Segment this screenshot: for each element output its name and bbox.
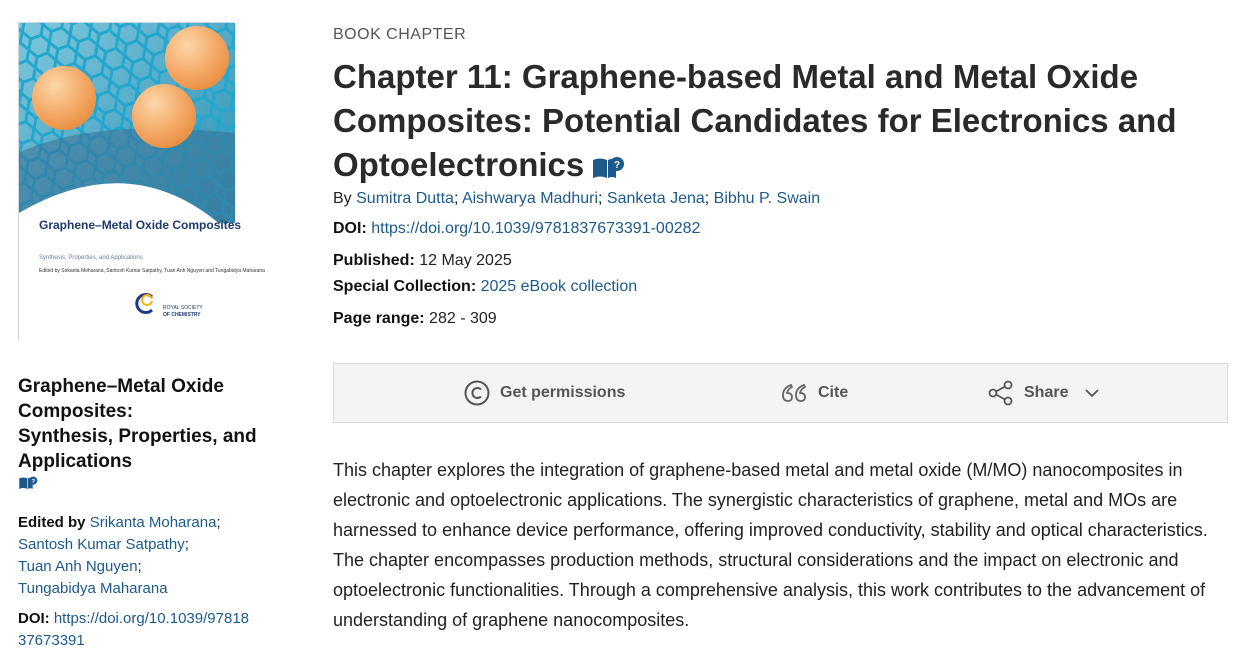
svg-text:OF CHEMISTRY: OF CHEMISTRY (163, 312, 201, 318)
quote-icon (780, 382, 808, 404)
collection-label: Special Collection: (333, 278, 477, 295)
content-type-label: BOOK CHAPTER (333, 26, 467, 43)
chapter-title-line1: Chapter 11: Graphene-based Metal and Metal Oxide (333, 58, 1139, 95)
svg-text:?: ? (31, 479, 36, 485)
chapter-doi (333, 220, 700, 238)
published-label: Published: (333, 252, 415, 269)
cite-label: Cite (818, 384, 849, 401)
author-link-2[interactable]: Aishwarya Madhuri (461, 190, 599, 207)
chapter-title-line2: Composites: Potential Candidates for Electronics and (333, 102, 1177, 139)
editor-link-2[interactable]: Santosh Kumar Satpathy (18, 536, 185, 553)
book-metadata: Edited by Srikanta Moharana; Santosh Kumar Satpathy; Tuan Anh Nguyen; Tungabidya Maharana DOI: https://doi.org/10.1039/97818 37673391 (18, 514, 249, 649)
chapter-authors: By Sumitra Dutta; Aishwarya Madhuri; Sanketa Jena; Bibhu P. Swain (333, 190, 821, 207)
book-doi-link-part1[interactable]: https://doi.org/10.1039/97818 (53, 610, 249, 627)
edited-by-label: Edited by (18, 514, 86, 531)
open-access-book-icon (18, 476, 38, 490)
cite-button[interactable] (780, 364, 848, 422)
book-title-line4: Applications (18, 451, 133, 472)
special-collection (333, 278, 637, 296)
published-value: 12 May 2025 (419, 252, 512, 269)
author-link-3[interactable]: Sanketa Jena (606, 190, 705, 207)
book-title-line2: Composites: (18, 401, 134, 422)
book-cover-image[interactable] (18, 22, 265, 341)
editor-link-3[interactable]: Tuan Anh Nguyen (18, 558, 138, 575)
by-label: By (333, 190, 352, 207)
get-permissions-label: Get permissions (500, 384, 626, 401)
chapter-title-line3: Optoelectronics (333, 146, 585, 183)
share-icon (988, 380, 1014, 406)
copyright-icon (464, 380, 490, 406)
doi-label: DOI: (333, 220, 367, 237)
book-title-line3: Synthesis, Properties, and (18, 426, 257, 447)
open-access-book-icon (592, 156, 624, 180)
chapter-title (333, 55, 1233, 187)
author-link-1[interactable]: Sumitra Dutta (356, 190, 454, 207)
share-label: Share (1024, 384, 1069, 401)
svg-text:ROYAL SOCIETY: ROYAL SOCIETY (163, 305, 203, 311)
chapter-doi-link[interactable]: https://doi.org/10.1039/9781837673391-00282 (371, 220, 701, 237)
page-range (333, 310, 497, 328)
share-button[interactable] (988, 364, 1100, 422)
author-link-4[interactable]: Bibhu P. Swain (713, 190, 821, 207)
cover-title-line1: Graphene–Metal Oxide Composites (39, 218, 242, 232)
chevron-down-icon (1084, 388, 1100, 398)
page-range-label: Page range: (333, 310, 425, 327)
editor-link-1[interactable]: Srikanta Moharana (89, 514, 217, 531)
cover-subtitle: Synthesis, Properties, and Applications (39, 255, 143, 261)
book-title-line1: Graphene–Metal Oxide (18, 376, 224, 397)
editor-link-4[interactable]: Tungabidya Maharana (18, 580, 168, 597)
collection-link[interactable]: 2025 eBook collection (480, 278, 638, 295)
cover-artwork (19, 23, 265, 342)
book-doi-label: DOI: (18, 610, 50, 627)
svg-text:?: ? (614, 160, 621, 171)
get-permissions-button[interactable] (464, 364, 625, 422)
published-date (333, 252, 512, 270)
book-title[interactable] (18, 374, 288, 474)
page-range-value: 282 - 309 (429, 310, 497, 327)
cover-editors: Edited by Srikanta Moharana, Santosh Kumar Satpathy, Tuan Anh Nguyen and Tungabidya Maharana (39, 268, 265, 274)
book-doi-link-part2[interactable]: 37673391 (18, 632, 85, 649)
chapter-actions-bar (333, 363, 1228, 423)
chapter-abstract: This chapter explores the integration of graphene-based metal and metal oxide (M/MO) nanocomposites in electronic and optoelectronic applications. The synergistic characteristics of graphene, metal and MOs are harnessed to enhance device performance, offering improved conductivity, stability and optical characteristics. The chapter encompasses production methods, structural considerations and the impact on electronic and optoelectronic functionalities. Through a comprehensive analysis, this work contributes to the advancement of understanding of graphene nanocomposites. (333, 460, 1208, 630)
